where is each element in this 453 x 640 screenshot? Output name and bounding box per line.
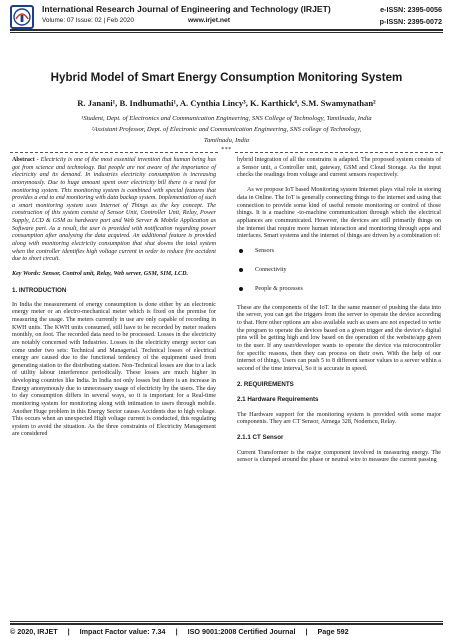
iot-paragraph: As we propose IoT based Monitoring system Internet plays vital role in storing data in Online. The IoT is generally connecting things to the internet and using that connection to provide some kind of useful remote monitoring or control of those things. It is a machine -to-machine communication through which the electrical appliances are communicated. However, the devices are still primarily things on the internet that require more human interaction and monitoring through apps and interfaces. Smart systems and the internet of things are driven by a combination of:: [237, 187, 441, 240]
keywords: [12, 271, 216, 279]
continuation-paragraph: hybrid Integration of all the constrains is adapted. The proposed system consists of a Sensor unit, a Controller unit, gateway, GSM and Cloud Storage. As the input checks the readings from voltage and current sensors respectively.: [237, 157, 441, 179]
bullet-icon: [239, 268, 243, 272]
p-issn: p-ISSN: 2395-0072: [379, 17, 442, 26]
hardware-text: The Hardware support for the monitoring system is provided with some major components. They are CT Sensor, Atmega 328, Nodemcu, Relay.: [237, 411, 441, 426]
ct-sensor-heading: 2.1.1 CT Sensor: [237, 434, 284, 442]
components-paragraph: These are the components of the IoT. In the same manner of pushing the data into the server, you can get the triggers from the server to operate the device according to that. Here other options are also available such as users are not expected to write the program to operate the devices based on a given trigger and the device's digital pins will be getting high and low based on the operation of the website/app given to the user. If any user/developer wants to operate the device via microcontroller for specific reasons, then they can process on their own. With the help of our internet of things, Users can push 5 to 8 different sensor values to a server within a second of the time interval, So it is accurate in speed.: [237, 304, 441, 372]
footer-copyright: © 2020, IRJET: [10, 627, 58, 636]
affiliation-1: ¹Student, Dept. of Electronics and Communication Engineering, SNS College of Technology, Tamilnadu, India: [81, 115, 372, 122]
author-list: R. Janani¹, B. Indhumathi¹, A. Cynthia Lincy³, K. Karthick⁴, S.M. Swamynathan²: [77, 98, 376, 108]
ct-sensor-text: Current Transformer is the major component involved in measuring energy. The sensor is clamped around the phase or neutral wire to measure the current passing: [237, 449, 441, 464]
journal-header: [0, 0, 453, 44]
hardware-heading: 2.1 Hardware Requirements: [237, 396, 319, 404]
bullet-list: [237, 245, 441, 302]
list-item: [237, 245, 441, 264]
separator-stars: ***: [221, 147, 232, 153]
requirements-heading: 2. REQUIREMENTS: [237, 381, 294, 389]
irjet-logo-icon: [10, 5, 34, 29]
footer-impact-factor: Impact Factor value: 7.34: [79, 627, 166, 636]
keywords-label: Key Words:: [12, 271, 41, 278]
volume-issue: Volume: 07 Issue: 02 | Feb 2020: [42, 17, 134, 24]
list-item: [237, 264, 441, 283]
affiliation-3: Tamilnadu, India: [203, 137, 250, 144]
footer-page-number: Page 592: [317, 627, 349, 636]
keywords-text: Sensor, Control unit, Relay, Web server, GSM, SIM, LCD.: [42, 271, 189, 278]
right-column: [237, 157, 441, 465]
bullet-label: Sensors: [255, 247, 275, 254]
abstract-label: Abstract -: [12, 157, 39, 163]
abstract-text: Electricity is one of the most essential invention that human being has got from science and technology. But people are not aware of the importance of electricity and its demand. In industries electricity consumption is increasing anonymously. Due to huge amount spent over electricity bill there is a need for monitoring system. This monitoring system is combined with special features that provides a end to end monitoring with data backup system. Implementation of such a smart monitoring system uses Internet of Things as the key concept. The construction of this system consist of Sensor Unit, Controller Unit, Relay, Power Supply, LCD & GSM as hardware part and Web Server & Mobile Application as Software part. As a result, the user is provided with notification regarding power consumption after analysing the data acquired. An additional feature is provided along with monitoring electricity consumption that shut downs the total system when the controller identifies high voltage current in order to reduce fire accident due to short circuit.: [12, 157, 217, 263]
header-rule: [10, 29, 443, 31]
page-footer: © 2020, IRJET | Impact Factor value: 7.34 | ISO 9001:2008 Certified Journal | Page 592: [10, 627, 349, 636]
bullet-label: People & processes: [255, 285, 303, 292]
paper-title: Hybrid Model of Smart Energy Consumption Monitoring System: [50, 71, 403, 84]
journal-website-link[interactable]: www.irjet.net: [188, 17, 231, 24]
bullet-icon: [239, 249, 243, 253]
affiliation-2: ²Assistant Professor, Dept. of Electronic and Communication Engineering, SNS college of Technology,: [91, 126, 362, 133]
section-separator: [10, 149, 443, 155]
footer-rule: [10, 623, 443, 625]
bullet-icon: [239, 287, 243, 291]
left-column: [12, 157, 216, 439]
introduction-heading: 1. INTRODUCTION: [12, 286, 67, 294]
list-item: [237, 283, 441, 302]
header-rule-thin: [10, 32, 443, 33]
introduction-text: In India the measurement of energy consumption is done either by an electronic energy meter or an electro-mechanical meter which is fixed on the premise for measuring the usage. The meters currently in use are only capable of recording in KWH units. The KWH units consumed, still have to be recorded by meter readers monthly, on foot. The recorded data need to be processed. Losses in the electricity are notably concerned with Industries. Losses in the electricity energy sector can come under two sets: Technical and Managerial. Technical losses of electrical energy are caused due to the functional tendency of the equipment used from generating station to the distributing station. Non-Technical losses are due to a lack of utility labour interference periodically. These losses are much higher in developing countries like India. In India not only losses but there is an increase in Energy anonymously due to unnecessary usage of electricity by the users. The day to day consumption differs in several ways, so it is important for a Real-time monitoring system for monitoring along with intimation to users through mobile. Another Huge problem in this Energy Sector causes Accidents due to high voltage. This occurs when an unexpected High voltage current is conducted, this regulating system to avoid the situation. As the three constraints of Electricity Management are considered: [12, 301, 216, 438]
abstract: [12, 157, 216, 264]
journal-title: International Research Journal of Engineering and Technology (IRJET): [42, 4, 331, 14]
footer-iso: ISO 9001:2008 Certified Journal: [187, 627, 296, 636]
bullet-label: Connectivity: [255, 266, 287, 273]
footer-rule-thin: [10, 621, 443, 622]
e-issn: e-ISSN: 2395-0056: [380, 5, 442, 14]
